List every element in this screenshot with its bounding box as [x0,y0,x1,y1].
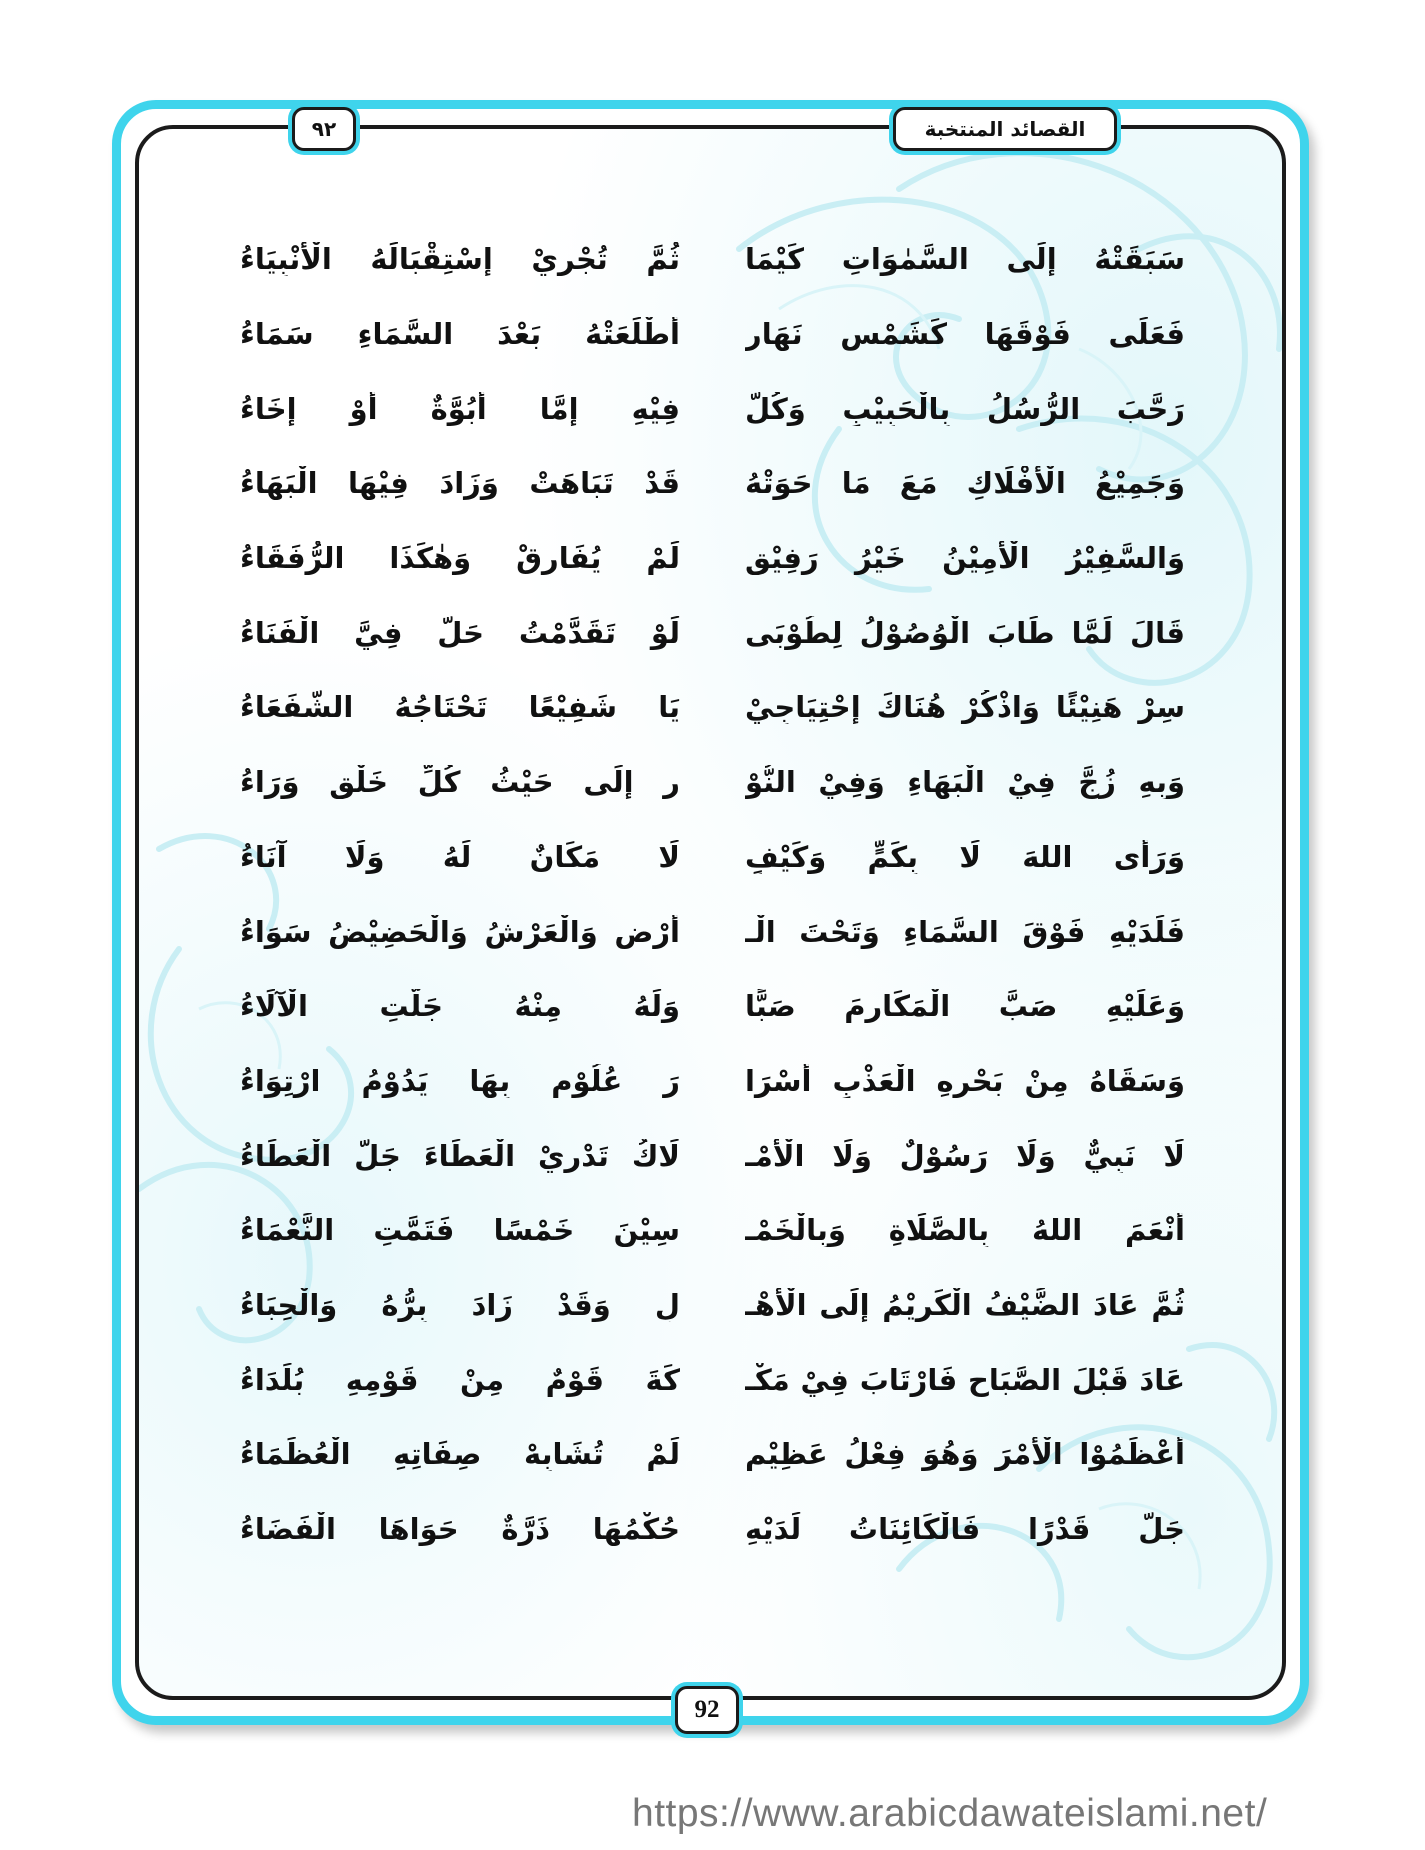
verse-first-hemistich: جَلَّ قَدْرًا فَالْكَائِنَاتُ لَدَيْهِ [745,1512,1185,1547]
page-number: 92 [694,1696,720,1723]
verse-second-hemistich: أَطْلَعَتْهُ بَعْدَ السَّمَاءِ سَمَاءُ [240,317,680,352]
verse-row [240,371,1185,446]
verse-row [240,1044,1185,1119]
arabic-page-number-label [292,107,356,151]
verse-second-hemistich: لَاكُ تَدْرِيْ الْعَطَاءَ جَلَّ الْعَطَاءُ [240,1138,680,1173]
verse-row [240,969,1185,1044]
website-url: https://www.arabicdawateislami.net/ [632,1792,1268,1835]
verse-row [240,297,1185,372]
verse-second-hemistich: فِيْهِ إِمَّا أُبُوَّةٌ أَوْ إِخَاءُ [240,391,680,426]
verse-second-hemistich: أَرْضِ وَالْعَرْشُ وَالْحَضِيْضُ سَوَاءُ [240,914,680,949]
verse-first-hemistich: وَسَقَاهُ مِنْ بَحْرِهِ الْعَذْبِ أَسْرَا [745,1063,1185,1098]
verse-row [240,222,1185,297]
verse-row [240,894,1185,969]
verse-first-hemistich: أَنْعَمَ اللهُ بِالصَّلَاةِ وَبِالْخَمْـ [745,1213,1185,1248]
verse-row [240,820,1185,895]
verse-row [240,521,1185,596]
verse-second-hemistich: حُكْمُهَا ذَرَّةٌ حَوَاهَا الْفَضَاءُ [240,1512,680,1547]
verse-second-hemistich: رِ إِلَى حَيْثُ كُلِّ خَلْقٍ وَرَاءُ [240,765,680,800]
verse-second-hemistich: كَةَ قَوْمٌ مِنْ قَوْمِهِ بُلَدَاءُ [240,1362,680,1397]
verse-first-hemistich: ثُمَّ عَادَ الضَّيْفُ الْكَرِيْمُ إِلَى الْأَهْـ [745,1287,1185,1322]
verse-row [240,1342,1185,1417]
verse-first-hemistich: سِرْ هَنِيْئًا وَاذْكُرْ هُنَاكَ إِحْتِيَاجِيْ [745,690,1185,725]
verse-row [240,1268,1185,1343]
book-title-label [893,107,1117,151]
verse-second-hemistich: لَا مَكَانٌ لَهُ وَلَا آنَاءُ [240,839,680,874]
page-number-label [675,1686,739,1734]
verse-first-hemistich: قَالَ لَمَّا طَابَ الْوُصُوْلُ لِطُوْبَى [745,615,1185,650]
verse-first-hemistich: وَجَمِيْعُ الْأَفْلَاكِ مَعَ مَا حَوَتْهُ [745,466,1185,501]
poem [240,222,1185,1566]
arabic-page-number: ٩٢ [311,117,337,141]
verse-second-hemistich: لَمْ تُشَابِهْ صِفَاتِهِ الْعُظَمَاءُ [240,1437,680,1472]
verse-row [240,745,1185,820]
verse-first-hemistich: فَلَدَيْهِ فَوْقَ السَّمَاءِ وَتَحْتَ الْـ [745,914,1185,949]
verse-second-hemistich: رَ عُلُوْمٍ بِهَا يَدُوْمُ ارْتِوَاءُ [240,1063,680,1098]
verse-second-hemistich: لَمْ يُفَارِقْ وَهٰكَذَا الرُّفَقَاءُ [240,541,680,576]
verse-second-hemistich: سِيْنَ خَمْسًا فَتَمَّتِ النَّعْمَاءُ [240,1213,680,1248]
verse-row [240,595,1185,670]
verse-row [240,670,1185,745]
verse-first-hemistich: عَادَ قَبْلَ الصَّبَاحِ فَارْتَابَ فِيْ مَكْـ [745,1362,1185,1397]
verse-first-hemistich: وَالسَّفِيْرُ الْأَمِيْنُ خَيْرُ رَفِيْقٍ [745,541,1185,576]
verse-second-hemistich: لِ وَقَدْ زَادَ بِرُّهُ وَالْحِبَاءُ [240,1287,680,1322]
verse-first-hemistich: لَا نَبِيٌّ وَلَا رَسُوْلٌ وَلَا الْأَمْـ [745,1138,1185,1173]
verse-row [240,1417,1185,1492]
verse-second-hemistich: لَوْ تَقَدَّمْتُ حَلَّ فِيَّ الْفَنَاءُ [240,615,680,650]
verse-first-hemistich: سَبَقَتْهُ إِلَى السَّمٰوَاتِ كَيْمَا [745,242,1185,277]
verse-first-hemistich: وَبِهِ زُجَّ فِيْ الْبَهَاءِ وَفِيْ النُّوْ [745,765,1185,800]
verse-first-hemistich: رَحَّبَ الرُّسُلُ بِالْحَبِيْبِ وَكُلٌّ [745,391,1185,426]
verse-second-hemistich: يَا شَفِيْعًا تَحْتَاجُهُ الشُّفَعَاءُ [240,690,680,725]
verse-row [240,1193,1185,1268]
verse-row [240,1118,1185,1193]
verse-row [240,446,1185,521]
verse-second-hemistich: ثُمَّ تُجْرِيْ إِسْتِقْبَالَهُ الْأَنْبِيَاءُ [240,242,680,277]
verse-first-hemistich: وَعَلَيْهِ صَبَّ الْمَكَارِمَ صَبًّا [745,989,1185,1024]
verse-first-hemistich: فَعَلَى فَوْقَهَا كَشَمْسِ نَهَارٍ [745,317,1185,352]
verse-first-hemistich: أَعْظَمُوْا الْأَمْرَ وَهُوَ فِعْلُ عَظِيْمٍ [745,1437,1185,1472]
verse-first-hemistich: وَرَأَى اللهَ لَا بِكَمٍّ وَكَيْفٍ [745,839,1185,874]
verse-second-hemistich: وَلَهُ مِنْهُ جَلَّتِ الْآلَاءُ [240,989,680,1024]
verse-second-hemistich: قَدْ تَبَاهَتْ وَزَادَ فِيْهَا الْبَهَاءُ [240,466,680,501]
book-title: القصائد المنتخبة [924,117,1086,141]
verse-row [240,1492,1185,1567]
